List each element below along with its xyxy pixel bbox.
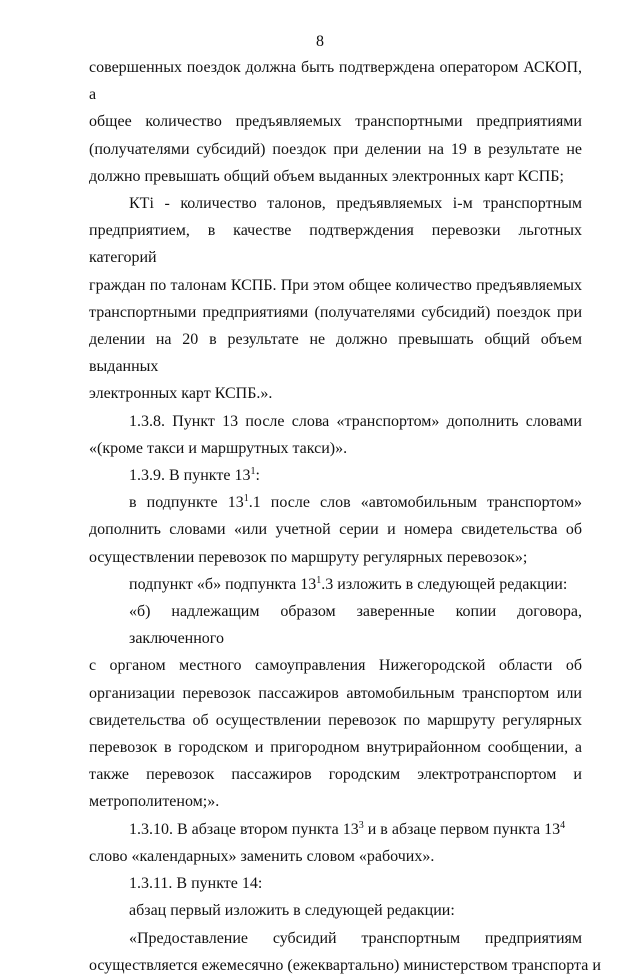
superscript: 3 xyxy=(358,819,364,831)
text-line xyxy=(89,571,582,598)
text-line: 1.3.11. В пункте 14: xyxy=(129,875,263,893)
text-line: осуществляется ежемесячно (ежеквартально) министерством транспорта и xyxy=(89,956,601,974)
text-line: также перевозок пассажиров городским электротранспортом и xyxy=(89,766,582,784)
text-line: общее количество предъявляемых транспортными предприятиями xyxy=(89,113,582,131)
text-line: 1.3.8. Пункт 13 после слова «транспортом» дополнить словами xyxy=(129,412,582,430)
text-line: с органом местного самоуправления Нижегородской области об xyxy=(89,657,582,675)
text-line xyxy=(89,816,582,843)
text-line: совершенных поездок должна быть подтверждена оператором АСКОП, а xyxy=(89,59,582,104)
text-line xyxy=(89,489,582,516)
superscript: 1 xyxy=(243,493,249,505)
superscript: 1 xyxy=(316,574,322,586)
text-line: граждан по талонам КСПБ. При этом общее количество предъявляемых xyxy=(89,276,582,294)
text-line: «(кроме такси и маршрутных такси)». xyxy=(89,439,348,457)
text-line: электронных карт КСПБ.». xyxy=(89,385,273,403)
text-line: дополнить словами «или учетной серии и номера свидетельства об xyxy=(89,521,582,539)
text-line: абзац первый изложить в следующей редакции: xyxy=(129,902,455,920)
text-run: 1.3.9. В пункте 13 xyxy=(129,467,251,485)
superscript: 4 xyxy=(560,819,566,831)
document-body xyxy=(89,54,601,979)
text-line: организации перевозок пассажиров автомобильным транспортом или xyxy=(89,684,582,702)
superscript: 1 xyxy=(250,466,256,478)
text-line: слово «календарных» заменить словом «рабочих». xyxy=(89,847,435,865)
text-line: транспортными предприятиями (получателями субсидий) поездок при xyxy=(89,303,582,321)
text-run: 1.3.10. В абзаце втором пункта 13 xyxy=(129,820,359,838)
text-line: «Предоставление субсидий транспортным предприятиям xyxy=(129,929,582,947)
text-line: свидетельства об осуществлении перевозок по маршруту регулярных xyxy=(89,711,582,729)
text-run: : xyxy=(255,467,260,485)
text-line: (получателями субсидий) поездок при делении на 19 в результате не xyxy=(89,140,582,158)
text-run: в подпункте 13 xyxy=(129,494,244,512)
text-line xyxy=(89,462,582,489)
text-run: подпункт «б» подпункта 13 xyxy=(129,575,317,593)
text-run: и в абзаце первом пункта 13 xyxy=(363,820,561,838)
text-line: осуществлении перевозок по маршруту регулярных перевозок»; xyxy=(89,548,528,566)
text-line: должно превышать общий объем выданных электронных карт КСПБ; xyxy=(89,167,564,185)
text-line: метрополитеном;». xyxy=(89,793,220,811)
text-run: .3 изложить в следующей редакции: xyxy=(321,575,568,593)
text-line: предприятием, в качестве подтверждения перевозки льготных категорий xyxy=(89,222,582,267)
text-line: делении на 20 в результате не должно превышать общий объем выданных xyxy=(89,331,582,376)
text-line: «б) надлежащим образом заверенные копии договора, заключенного xyxy=(129,603,582,648)
text-line: КТi - количество талонов, предъявляемых i-м транспортным xyxy=(129,195,582,213)
text-line: перевозок в городском и пригородном внутрирайонном сообщении, а xyxy=(89,739,582,757)
page-number: 8 xyxy=(316,33,324,50)
text-run: .1 после слов «автомобильным транспортом» xyxy=(248,494,583,512)
